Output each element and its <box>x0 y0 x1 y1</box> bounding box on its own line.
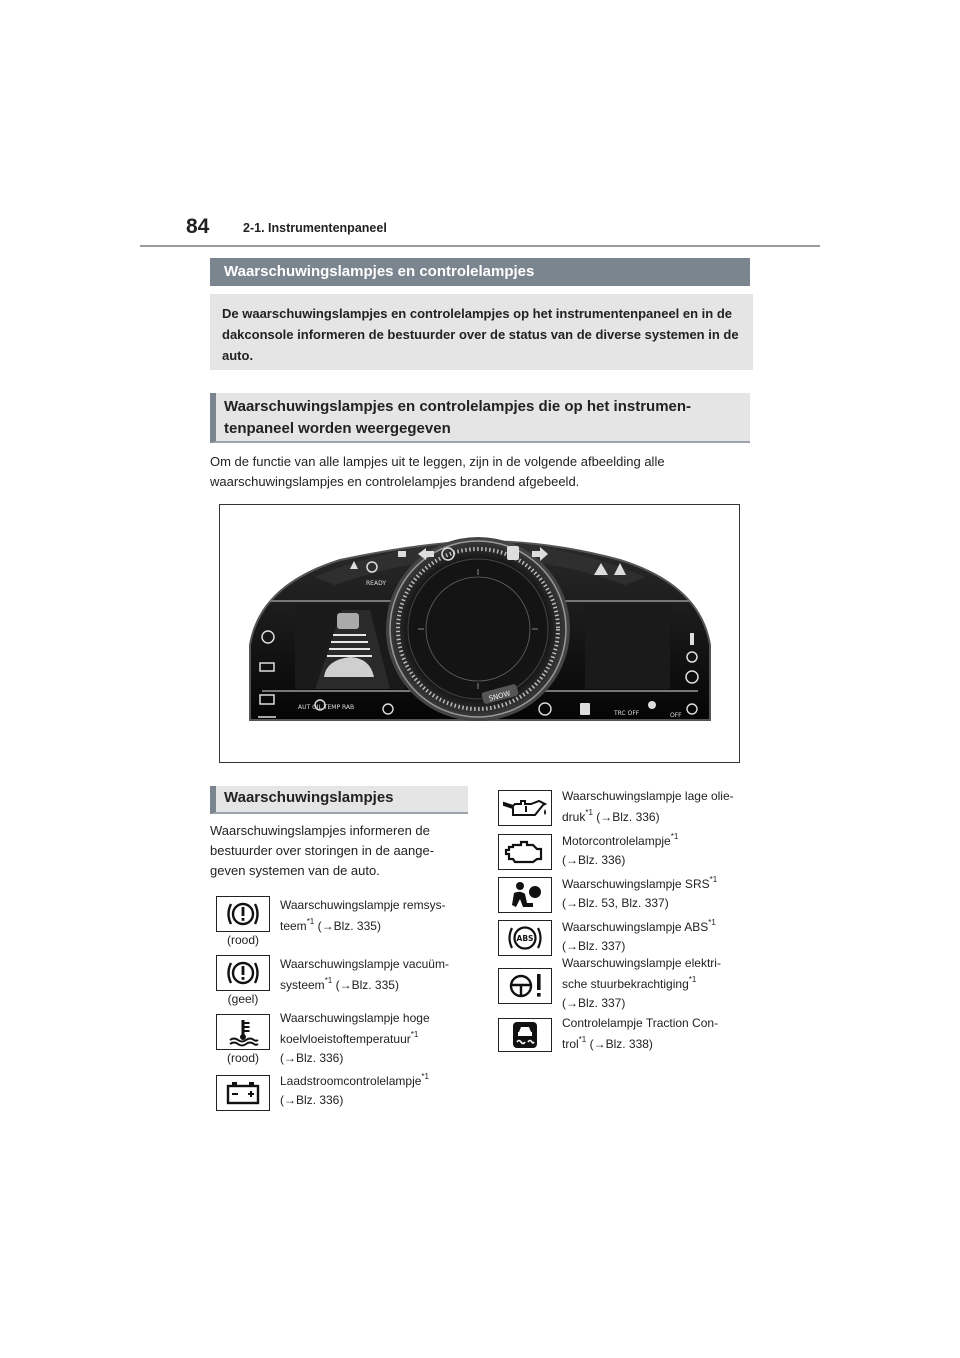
lamp-desc-line2: trol <box>562 1037 579 1051</box>
instrument-cluster-illustration <box>220 505 739 762</box>
subsection-title-warnings: Waarschuwingslampjes <box>210 786 468 814</box>
lamp-desc-line1: Waarschuwingslampje remsys- <box>280 898 446 912</box>
lamp-desc-line1: Waarschuwingslampje elektri- <box>562 956 721 970</box>
lamp-color-caption: (rood) <box>226 933 259 947</box>
lamp-color-caption: (rood) <box>226 1051 259 1065</box>
subsection-title-line-1: Waarschuwingslampjes en controlelampjes die op het instrumen- <box>224 398 692 415</box>
lamp-desc-line2: teem <box>280 919 307 933</box>
steering-warning-icon <box>503 970 547 1002</box>
lede-line-2: bestuurder over storingen in de aange- <box>210 843 435 858</box>
lamp-desc-line2: druk <box>562 810 586 824</box>
instrument-cluster-figure <box>219 504 740 763</box>
oil-pressure-icon <box>501 793 549 823</box>
lamp-coolant-temperature: Waarschuwingslampje hoge koelvloeistoftemperatuur$^{*1}$ (→Blz. 336) <box>216 1014 430 1069</box>
ready-indicator: READY <box>366 580 387 587</box>
intro-box: De waarschuwingslampjes en controlelampjes op het instrumentenpaneel en in de dakconsole informeren de bestuurder over de status van de diverse systemen in de auto. <box>210 294 753 370</box>
lamp-brake-vacuum: Waarschuwingslampje vacuüm- systeem$^{*1}$ (→Blz. 335) <box>216 955 449 996</box>
lamp-color-caption: (geel) <box>227 992 259 1006</box>
abs-icon <box>505 922 545 954</box>
lamp-engine-check: Motorcontrolelampje$^{*1}$ (→Blz. 336) <box>498 834 678 871</box>
lamp-charging: Laadstroomcontrolelampje$^{*1}$ (→Blz. 336) <box>216 1075 429 1111</box>
lamp-desc-line1: Waarschuwingslampje lage olie- <box>562 789 734 803</box>
warnings-lede <box>210 821 472 881</box>
lamp-desc-line2: Waarschuwingslampje SRS <box>562 877 710 891</box>
lamp-desc-line1: Waarschuwingslampje hoge <box>280 1011 430 1025</box>
body-text-line-1: Om de functie van alle lampjes uit te leggen, zijn in de volgende afbeelding alle <box>210 454 665 469</box>
svg-text:ABS: ABS <box>516 934 534 943</box>
subsection-title-line-2: tenpaneel worden weergegeven <box>224 420 451 437</box>
lamp-traction-control: Controlelampje Traction Con- trol$^{*1}$ (→Blz. 338) <box>498 1018 718 1055</box>
srs-airbag-icon <box>505 879 545 911</box>
lamp-abs: ABS Waarschuwingslampje ABS$^{*1}$ (→Blz. 337) <box>498 920 716 957</box>
lamp-brake-warning: Waarschuwingslampje remsys- teem$^{*1}$ (→Blz. 335) <box>216 896 446 937</box>
trc-off-indicator: TRC OFF <box>614 710 640 717</box>
off-indicator: OFF <box>670 712 682 719</box>
lamp-desc-line2: koelvloeistoftemperatuur <box>280 1032 411 1046</box>
aut-oil-temp-indicator: AUT OIL TEMP <box>298 704 341 711</box>
lamp-power-steering: Waarschuwingslampje elektri- sche stuurbekrachtiging$^{*1}$ (→Blz. 337) <box>498 968 721 1014</box>
lamp-desc-line2: Laadstroomcontrolelampje <box>280 1074 422 1088</box>
section-title: Waarschuwingslampjes en controlelampjes <box>210 258 750 286</box>
battery-icon <box>223 1078 263 1108</box>
breadcrumb: 2-1. Instrumentenpaneel <box>243 221 387 235</box>
lamp-desc-line2: systeem <box>280 978 325 992</box>
lede-line-3: geven systemen van de auto. <box>210 863 380 878</box>
body-text <box>210 452 760 492</box>
brake-vacuum-icon <box>225 958 261 988</box>
lamp-desc-line1: Controlelampje Traction Con- <box>562 1016 719 1030</box>
lamp-oil-pressure: Waarschuwingslampje lage olie- druk$^{*1}$ (→Blz. 336) <box>498 790 734 828</box>
rab-indicator: RAB <box>342 704 355 711</box>
engine-check-icon <box>503 837 547 867</box>
brake-warning-icon <box>225 899 261 929</box>
coolant-temperature-icon <box>225 1017 261 1047</box>
traction-control-icon <box>508 1020 542 1050</box>
lamp-srs-airbag: Waarschuwingslampje SRS$^{*1}$ (→Blz. 53, Blz. 337) <box>498 877 717 914</box>
snow-indicator: SNOW <box>487 689 512 703</box>
page-number: 84 <box>186 215 210 238</box>
subsection-title-instrument-panel <box>210 393 750 443</box>
body-text-line-2: waarschuwingslampjes en controlelampjes brandend afgebeeld. <box>210 474 580 489</box>
lamp-desc-line2: Motorcontrolelampje <box>562 834 671 848</box>
lamp-desc-line2: sche stuurbekrachtiging <box>562 977 689 991</box>
lede-line-1: Waarschuwingslampjes informeren de <box>210 823 430 838</box>
header-divider <box>140 245 820 247</box>
lamp-desc-line1: Waarschuwingslampje vacuüm- <box>280 957 449 971</box>
lamp-desc-line2: Waarschuwingslampje ABS <box>562 920 709 934</box>
